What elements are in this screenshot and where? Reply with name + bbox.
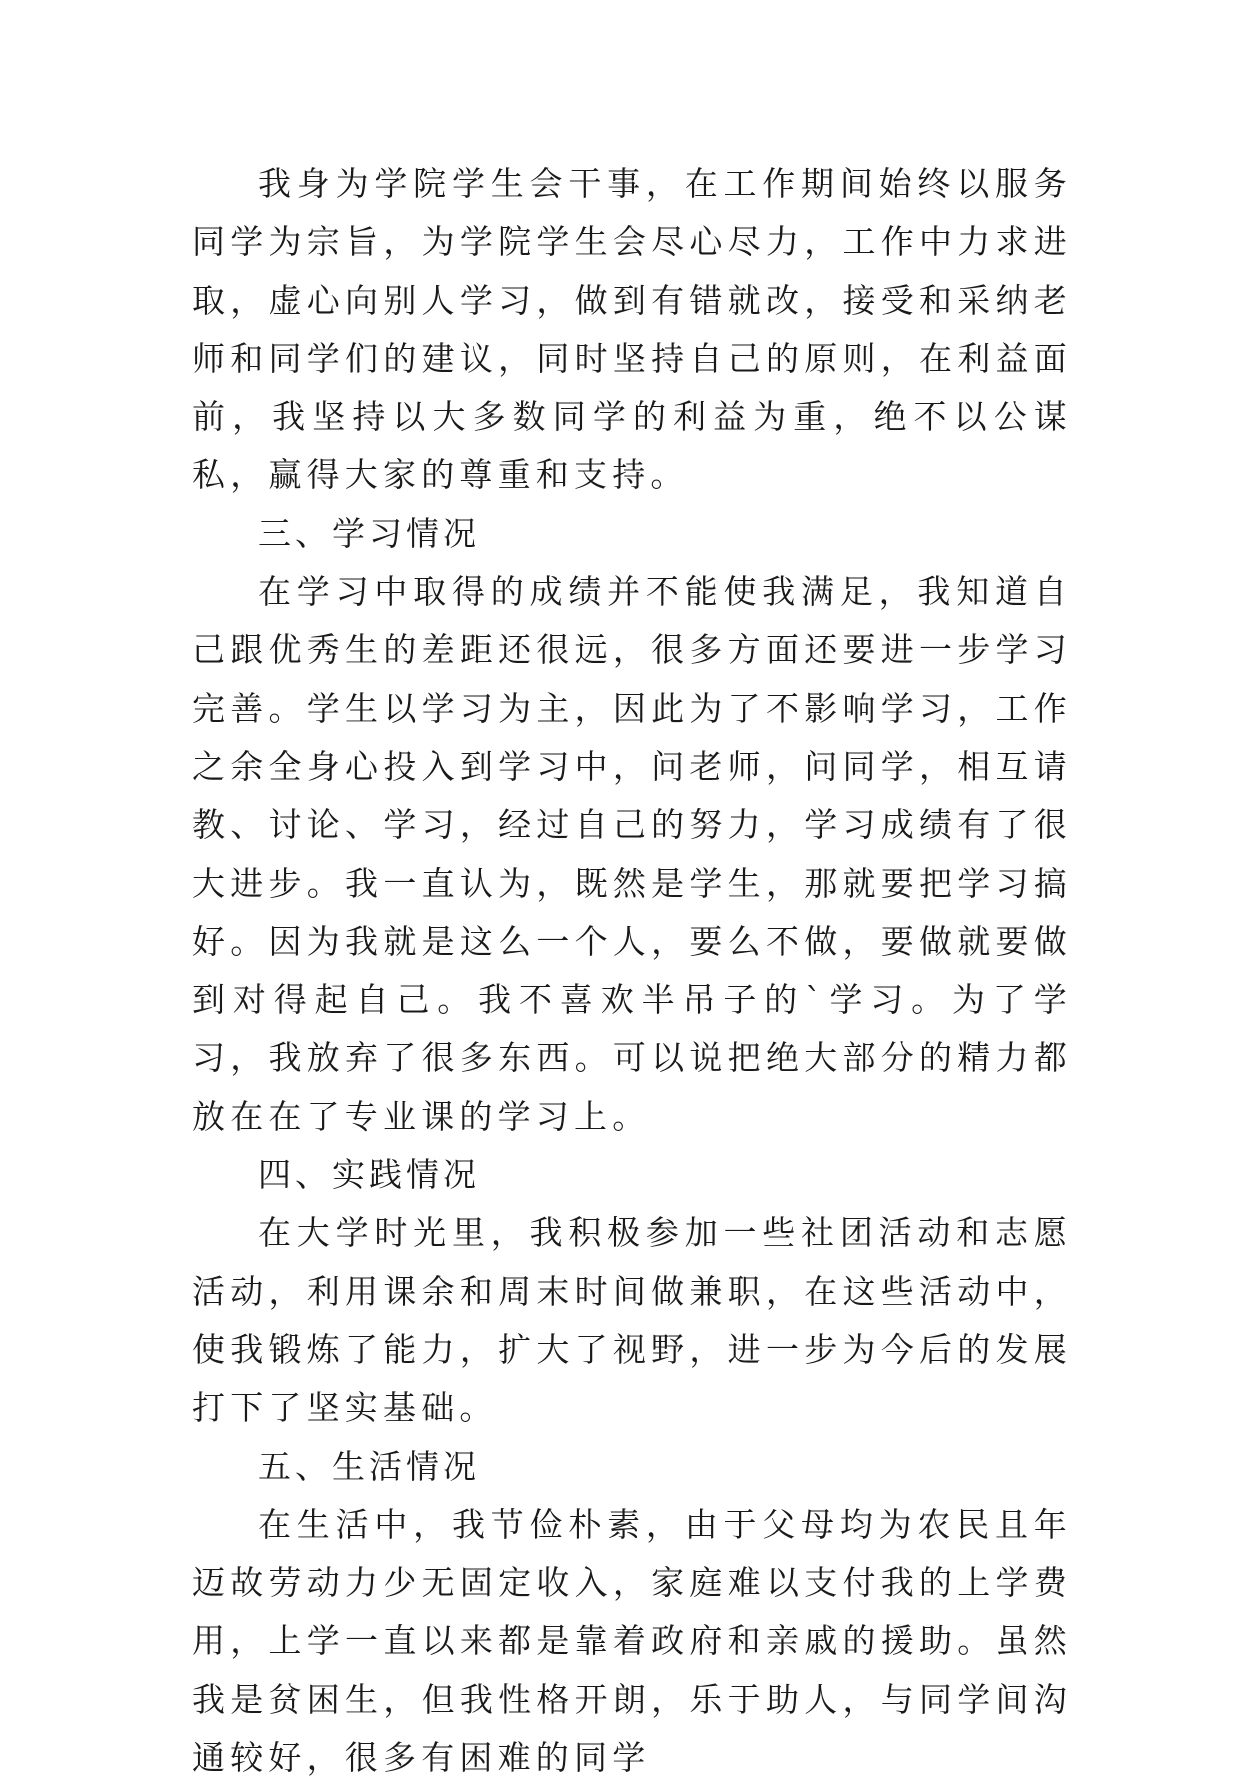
- paragraph-life: 在生活中，我节俭朴素，由于父母均为农民且年迈故劳动力少无固定收入，家庭难以支付我的上学费用，上学一直以来都是靠着政府和亲戚的援助。虽然我是贫困生，但我性格开朗，乐于助人，与同学间沟通较好，很多有困难的同学: [192, 1504, 1072, 1778]
- paragraph-practice: 在大学时光里，我积极参加一些社团活动和志愿活动，利用课余和周末时间做兼职，在这些活动中，使我锻炼了能力，扩大了视野，进一步为今后的发展打下了坚实基础。: [192, 1213, 1072, 1428]
- section-heading-study: 三、学习情况: [258, 513, 480, 553]
- section-heading-practice: 四、实践情况: [258, 1155, 480, 1195]
- section-heading-life: 五、生活情况: [258, 1446, 480, 1486]
- paragraph-study: 在学习中取得的成绩并不能使我满足，我知道自己跟优秀生的差距还很远，很多方面还要进一步学习完善。学生以学习为主，因此为了不影响学习，工作之余全身心投入到学习中，问老师，问同学，相互请教、讨论、学习，经过自己的努力，学习成绩有了很大进步。我一直认为，既然是学生，那就要把学习搞好。因为我就是这么一个人，要么不做，要做就要做到对得起自己。我不喜欢半吊子的`学习。为了学习，我放弃了很多东西。可以说把绝大部分的精力都放在在了专业课的学习上。: [192, 572, 1072, 1136]
- document-body: [192, 155, 1072, 1787]
- paragraph-student-union-work: 我身为学院学生会干事，在工作期间始终以服务同学为宗旨，为学院学生会尽心尽力，工作中力求进取，虚心向别人学习，做到有错就改，接受和采纳老师和同学们的建议，同时坚持自己的原则，在利益面前，我坚持以大多数同学的利益为重，绝不以公谋私，赢得大家的尊重和支持。: [192, 164, 1072, 495]
